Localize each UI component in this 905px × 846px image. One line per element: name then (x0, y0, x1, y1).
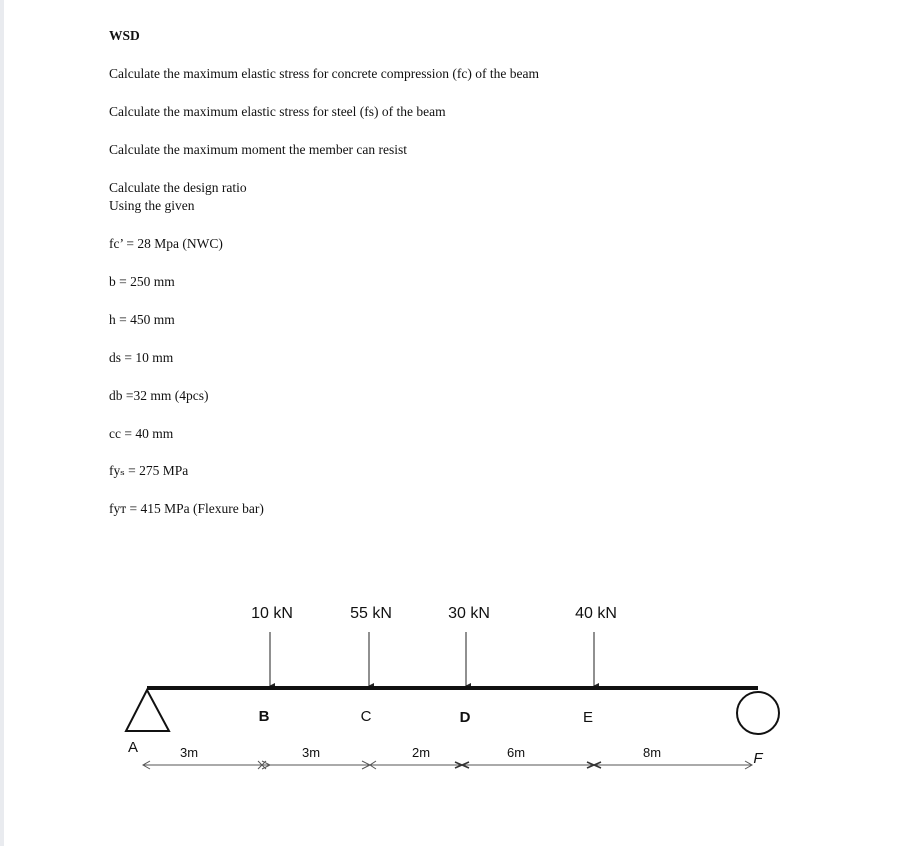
given-db: db =32 mm (4pcs) (109, 388, 209, 403)
point-label-e: E (582, 709, 594, 726)
task-line-1: Calculate the maximum elastic stress for concrete compression (fc) of the beam (109, 66, 539, 81)
span-label-cd: 2m (411, 745, 431, 760)
load-label-b: 10 kN (251, 605, 293, 622)
point-label-f: F (753, 750, 763, 767)
point-label-b: B (258, 708, 270, 725)
load-label-d: 30 kN (448, 605, 490, 622)
span-label-ef: 8m (642, 745, 662, 760)
given-fys: fyₛ = 275 MPa (109, 463, 189, 478)
given-h: h = 450 mm (109, 312, 175, 327)
given-intro: Using the given (109, 198, 195, 213)
pin-support-a (126, 690, 169, 731)
point-label-a: A (127, 739, 139, 756)
given-fc: fc’ = 28 Mpa (NWC) (109, 236, 223, 251)
point-label-d: D (459, 709, 471, 726)
given-fyt: fyᴛ = 415 MPa (Flexure bar) (109, 501, 264, 516)
point-label-c: C (360, 708, 372, 725)
span-label-ab: 3m (179, 745, 199, 760)
load-label-e: 40 kN (575, 605, 617, 622)
span-label-de: 6m (506, 745, 526, 760)
load-label-c: 55 kN (350, 605, 392, 622)
given-ds: ds = 10 mm (109, 350, 174, 365)
span-label-bc: 3m (301, 745, 321, 760)
page-title: WSD (109, 28, 140, 43)
task-line-2: Calculate the maximum elastic stress for steel (fs) of the beam (109, 104, 446, 119)
given-cc: cc = 40 mm (109, 426, 174, 441)
given-b: b = 250 mm (109, 274, 175, 289)
roller-support-f (737, 692, 779, 734)
task-line-4: Calculate the design ratio (109, 180, 247, 195)
task-line-3: Calculate the maximum moment the member can resist (109, 142, 408, 157)
